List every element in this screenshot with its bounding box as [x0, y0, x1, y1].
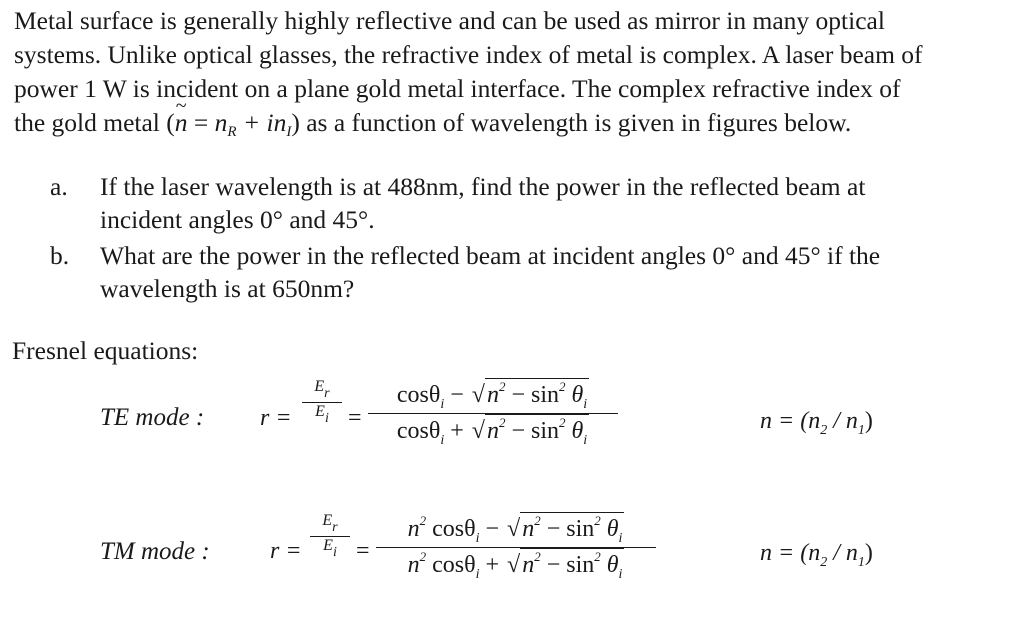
te-mode-label: TE mode :: [100, 404, 205, 431]
question-b: [50, 239, 1010, 305]
slash-n: / n: [827, 540, 858, 566]
sub-i: i: [440, 397, 445, 412]
sub-i: i: [475, 531, 480, 546]
e-symbol: E: [322, 512, 333, 529]
sub-1: 1: [857, 423, 865, 438]
sq: 2: [594, 513, 601, 528]
intro-line-4-end: ) as a function of wavelength is given in figures below.: [291, 108, 852, 137]
minus: −: [444, 382, 470, 408]
question-a: [50, 170, 1010, 236]
minus: −: [479, 516, 506, 542]
sqrt: $√n^2 - \sin^2 \theta_i$: [507, 549, 623, 582]
sub-i: i: [618, 531, 623, 546]
sub-2: 2: [820, 423, 828, 438]
sq: 2: [498, 379, 506, 394]
sq: 2: [534, 513, 541, 528]
n: n: [486, 418, 499, 444]
question-line: wavelength is at 650nm?: [100, 274, 355, 303]
sqrt: $√n^2 - \sin^2 \theta_i$: [471, 379, 588, 412]
n-imag-symbol: n: [273, 108, 287, 137]
fresnel-title: Fresnel equations:: [12, 336, 199, 365]
sub-i: i: [583, 397, 588, 412]
theta: θ: [606, 552, 619, 578]
slash-n: / n: [827, 408, 858, 434]
tm-denominator: [376, 548, 656, 583]
sqrt: $√n^2 - \sin^2 \theta_i$: [507, 513, 623, 546]
sub-r: r: [332, 520, 338, 535]
te-er: [302, 378, 342, 402]
tm-r-equals: r =: [270, 538, 302, 564]
e-symbol: E: [315, 403, 325, 420]
cos-theta: cosθ: [396, 418, 441, 444]
n-real-symbol: n: [214, 108, 228, 137]
sub-i: i: [618, 567, 623, 582]
te-equals: =: [348, 405, 362, 431]
tm-er: [310, 512, 350, 536]
sub-1: 1: [857, 555, 865, 570]
n: n: [407, 516, 420, 542]
sub-i: i: [332, 545, 337, 560]
n-tilde-symbol: ~ n: [175, 106, 188, 140]
question-text: [100, 239, 1010, 305]
te-ei: [302, 403, 342, 427]
te-numerator: [368, 378, 618, 413]
sq: 2: [419, 513, 427, 528]
tm-n-definition: [760, 540, 873, 571]
tm-mode-label: TM mode :: [100, 538, 210, 565]
subscript-r: R: [227, 124, 237, 140]
sin: − sin: [540, 552, 595, 578]
question-line: incident angles 0° and 45°.: [100, 205, 375, 234]
te-r-equals: r =: [260, 405, 292, 431]
tm-numerator: [376, 512, 656, 547]
subscript-i: I: [286, 124, 292, 140]
intro-line-4-start: the gold metal (: [14, 108, 175, 137]
tm-equals: =: [356, 538, 370, 564]
sq: 2: [558, 415, 566, 430]
sq: 2: [594, 549, 601, 564]
question-label: b.: [50, 241, 70, 270]
tm-fraction: [376, 512, 656, 583]
question-label: a.: [50, 172, 68, 201]
te-n-definition: [760, 408, 873, 439]
intro-line-2: systems. Unlike optical glasses, the refractive index of metal is complex. A laser beam of: [14, 40, 923, 69]
plus-i: + i: [236, 108, 274, 137]
question-list: [50, 170, 1010, 308]
n-def: n = (n: [760, 540, 821, 566]
cos-theta: cosθ: [432, 516, 476, 542]
theta: θ: [571, 382, 584, 408]
close-paren: ): [864, 408, 873, 434]
sin: − sin: [540, 516, 595, 542]
sq: 2: [558, 379, 566, 394]
sin: − sin: [505, 418, 559, 444]
n: n: [522, 516, 535, 542]
cos-theta: cosθ: [432, 552, 476, 578]
equals-sign: =: [187, 108, 215, 137]
close-paren: ): [864, 540, 873, 566]
question-line: If the laser wavelength is at 488nm, find the power in the reflected beam at: [100, 172, 866, 201]
cos-theta: cosθ: [396, 382, 441, 408]
sub-2: 2: [820, 555, 828, 570]
plus: +: [444, 418, 470, 444]
te-denominator: [368, 414, 618, 449]
theta: θ: [606, 516, 619, 542]
sq: 2: [419, 549, 427, 564]
sub-i: i: [440, 433, 445, 448]
theta: θ: [571, 418, 584, 444]
sub-r: r: [324, 386, 330, 401]
te-field-ratio: [302, 378, 342, 427]
n: n: [407, 552, 420, 578]
n: n: [486, 382, 499, 408]
sub-i: i: [475, 567, 480, 582]
tm-field-ratio: [310, 512, 350, 561]
plus: +: [479, 552, 506, 578]
e-symbol: E: [314, 378, 325, 395]
sub-i: i: [583, 433, 588, 448]
sq: 2: [498, 415, 506, 430]
sqrt: $√n^2 - \sin^2 \theta_i$: [471, 415, 588, 448]
problem-statement: [14, 4, 1014, 149]
sub-i: i: [324, 411, 329, 426]
intro-line-1: Metal surface is generally highly reflective and can be used as mirror in many optical: [14, 6, 885, 35]
question-line: What are the power in the reflected beam at incident angles 0° and 45° if the: [100, 241, 881, 270]
e-symbol: E: [323, 537, 333, 554]
question-text: [100, 170, 1010, 236]
n-def: n = (n: [760, 408, 821, 434]
sin: − sin: [505, 382, 559, 408]
sq: 2: [534, 549, 541, 564]
n: n: [522, 552, 535, 578]
intro-line-3: power 1 W is incident on a plane gold metal interface. The complex refractive index of: [14, 74, 901, 103]
intro-line-4: [14, 106, 1014, 149]
tm-ei: [310, 537, 350, 561]
te-fraction: [368, 378, 618, 449]
